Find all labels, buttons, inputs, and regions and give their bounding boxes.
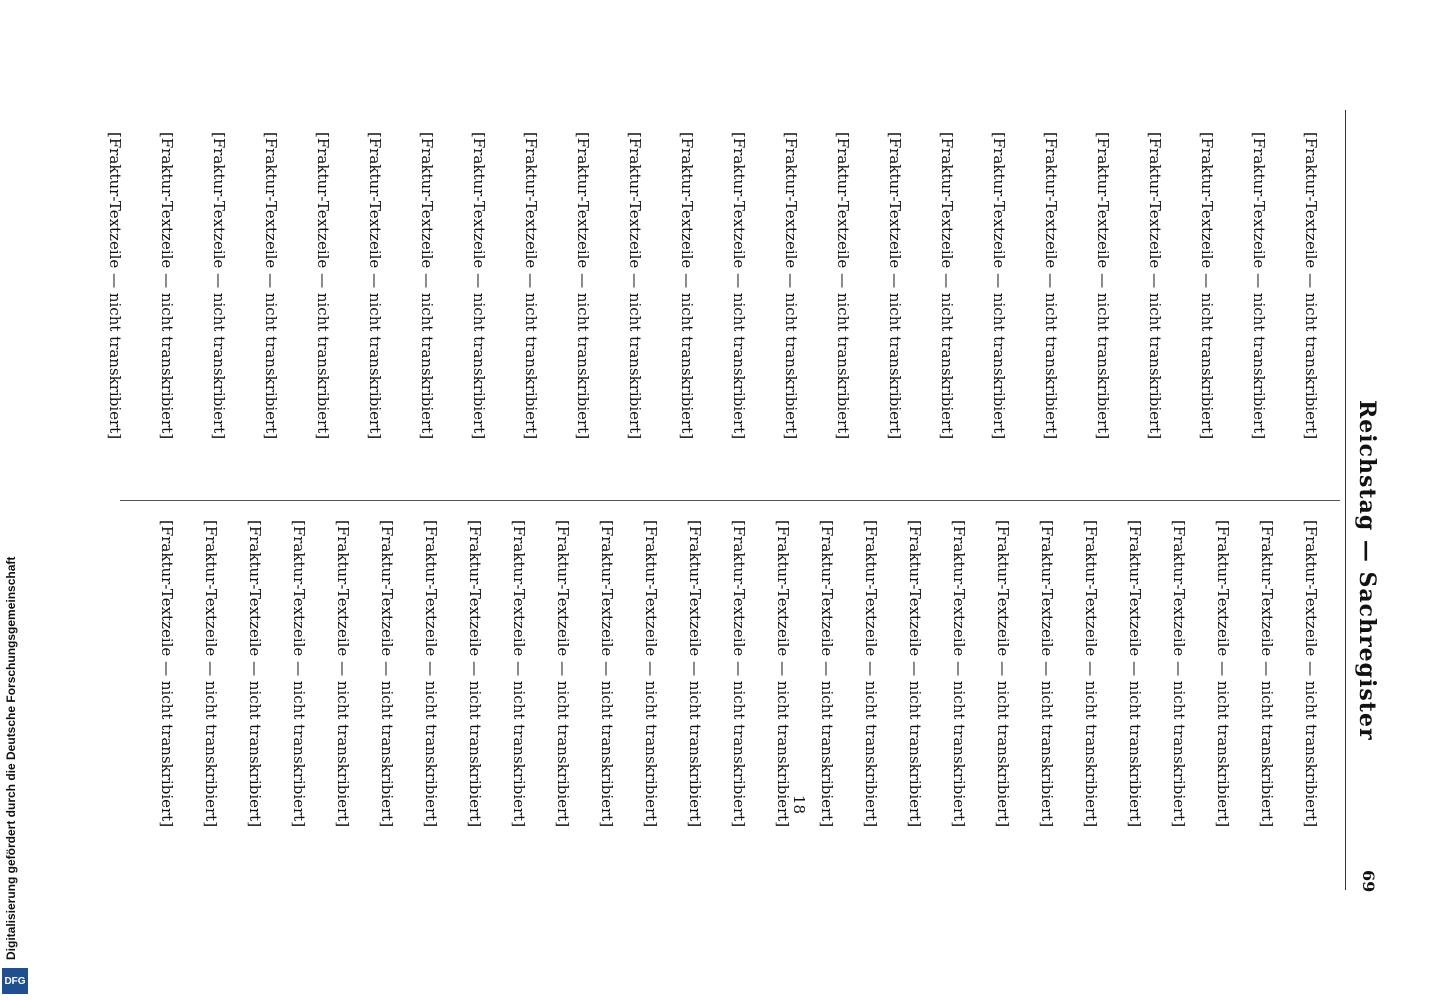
text-line: [Fraktur-Textzeile — nicht transkribiert] <box>598 520 616 828</box>
text-line: [Fraktur-Textzeile — nicht transkribiert] <box>782 132 800 440</box>
text-line: [Fraktur-Textzeile — nicht transkribiert] <box>1146 132 1164 440</box>
text-line: [Fraktur-Textzeile — nicht transkribiert] <box>990 132 1008 440</box>
text-line: [Fraktur-Textzeile — nicht transkribiert] <box>1250 132 1268 440</box>
text-line: [Fraktur-Textzeile — nicht transkribiert] <box>158 132 176 440</box>
footer-text: Digitalisierung gefördert durch die Deutsche Forschungsgemeinschaft <box>4 556 18 960</box>
text-line: [Fraktur-Textzeile — nicht transkribiert] <box>1126 520 1144 828</box>
head-rule <box>1345 110 1346 890</box>
text-line: [Fraktur-Textzeile — nicht transkribiert] <box>730 132 748 440</box>
text-line: [Fraktur-Textzeile — nicht transkribiert] <box>950 520 968 828</box>
text-line: [Fraktur-Textzeile — nicht transkribiert] <box>1094 132 1112 440</box>
page-number-bottom: 18 <box>790 795 808 815</box>
text-line: [Fraktur-Textzeile — nicht transkribiert] <box>522 132 540 440</box>
text-line: [Fraktur-Textzeile — nicht transkribiert] <box>554 520 572 828</box>
dfg-logo: DFG <box>2 968 28 994</box>
digitization-footer <box>0 0 30 1000</box>
text-line: [Fraktur-Textzeile — nicht transkribiert] <box>818 520 836 828</box>
text-line: [Fraktur-Textzeile — nicht transkribiert] <box>1038 520 1056 828</box>
text-line: [Fraktur-Textzeile — nicht transkribiert] <box>1302 520 1320 828</box>
text-line: [Fraktur-Textzeile — nicht transkribiert] <box>378 520 396 828</box>
text-line: [Fraktur-Textzeile — nicht transkribiert] <box>290 520 308 828</box>
text-line: [Fraktur-Textzeile — nicht transkribiert] <box>1214 520 1232 828</box>
text-line: [Fraktur-Textzeile — nicht transkribiert] <box>642 520 660 828</box>
text-line: [Fraktur-Textzeile — nicht transkribiert] <box>366 132 384 440</box>
text-line: [Fraktur-Textzeile — nicht transkribiert] <box>1258 520 1276 828</box>
text-line: [Fraktur-Textzeile — nicht transkribiert] <box>466 520 484 828</box>
text-line: [Fraktur-Textzeile — nicht transkribiert] <box>334 520 352 828</box>
text-line: [Fraktur-Textzeile — nicht transkribiert] <box>730 520 748 828</box>
text-line: [Fraktur-Textzeile — nicht transkribiert] <box>1198 132 1216 440</box>
text-line: [Fraktur-Textzeile — nicht transkribiert] <box>862 520 880 828</box>
text-line: [Fraktur-Textzeile — nicht transkribiert] <box>626 132 644 440</box>
text-line: [Fraktur-Textzeile — nicht transkribiert] <box>834 132 852 440</box>
text-line: [Fraktur-Textzeile — nicht transkribiert] <box>262 132 280 440</box>
text-line: [Fraktur-Textzeile — nicht transkribiert] <box>906 520 924 828</box>
running-head: Reichstag — Sachregister <box>1354 400 1380 741</box>
text-line: [Fraktur-Textzeile — nicht transkribiert] <box>470 132 488 440</box>
text-line: [Fraktur-Textzeile — nicht transkribiert] <box>774 520 792 828</box>
text-line: [Fraktur-Textzeile — nicht transkribiert] <box>938 132 956 440</box>
text-line: [Fraktur-Textzeile — nicht transkribiert] <box>1170 520 1188 828</box>
text-line: [Fraktur-Textzeile — nicht transkribiert] <box>886 132 904 440</box>
text-line: [Fraktur-Textzeile — nicht transkribiert] <box>1042 132 1060 440</box>
text-line: [Fraktur-Textzeile — nicht transkribiert] <box>686 520 704 828</box>
text-line: [Fraktur-Textzeile — nicht transkribiert] <box>314 132 332 440</box>
text-line: [Fraktur-Textzeile — nicht transkribiert] <box>246 520 264 828</box>
text-line: [Fraktur-Textzeile — nicht transkribiert] <box>1302 132 1320 440</box>
text-line: [Fraktur-Textzeile — nicht transkribiert] <box>210 132 228 440</box>
page-number-top: 69 <box>1359 870 1378 893</box>
text-line: [Fraktur-Textzeile — nicht transkribiert] <box>422 520 440 828</box>
text-line: [Fraktur-Textzeile — nicht transkribiert] <box>574 132 592 440</box>
text-line: [Fraktur-Textzeile — nicht transkribiert] <box>994 520 1012 828</box>
column-divider <box>120 500 1340 501</box>
text-line: [Fraktur-Textzeile — nicht transkribiert] <box>678 132 696 440</box>
text-line: [Fraktur-Textzeile — nicht transkribiert] <box>510 520 528 828</box>
text-line: [Fraktur-Textzeile — nicht transkribiert] <box>158 520 176 828</box>
text-line: [Fraktur-Textzeile — nicht transkribiert] <box>418 132 436 440</box>
text-line: [Fraktur-Textzeile — nicht transkribiert] <box>202 520 220 828</box>
text-line: [Fraktur-Textzeile — nicht transkribiert] <box>106 132 124 440</box>
text-line: [Fraktur-Textzeile — nicht transkribiert] <box>1082 520 1100 828</box>
